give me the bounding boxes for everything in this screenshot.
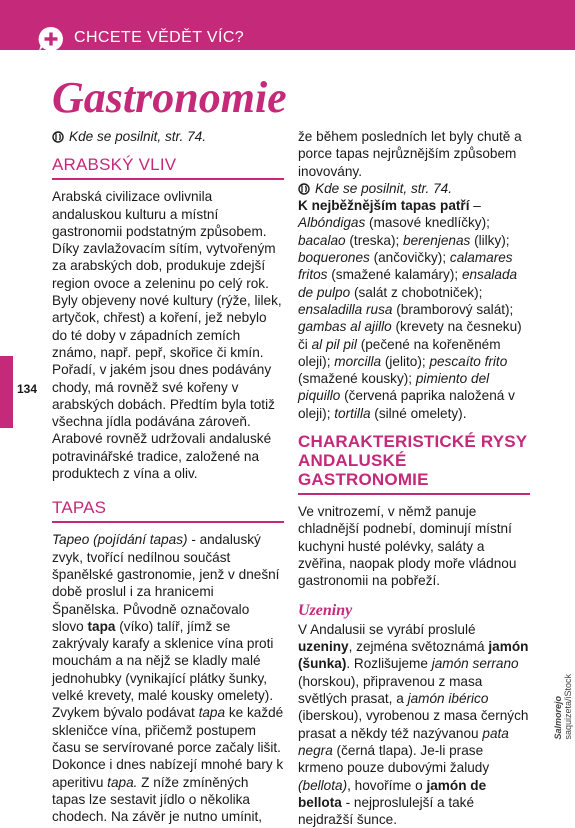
tapas-continuation: že během posledních let byly chutě a porce tapas nejrůznějším způsobem inovovány. [298, 129, 522, 179]
section-heading-characteristics: CHARAKTERISTICKÉ RYSY ANDALUSKÉ GASTRONOMIE [298, 432, 530, 495]
page-number: 134 [17, 382, 38, 396]
characteristics-body: Ve vnitrozemí, v němž panuje chladnější podnebí, dominují místní kuchyni husté polévky, saláty a zvěřina, naopak plody moře vládnou gastronomii na pobřeží. [298, 504, 517, 589]
photo-credit: Salmorejo saquizeta/iStock [553, 674, 573, 740]
banner-label: CHCETE VĚDĚT VÍC? [74, 29, 245, 46]
uzeniny-body: V Andalusii se vyrábí proslulé uzeniny, zejména světoznámá jamón (šunka). Rozlišujeme jamón serrano (horskou), připravenou z masa světlých prasat, a jamón ibérico (iberskou), vyrobenou z masa černých prasat a někdy též nazývanou pata negra (černá tlapa). Je-li prase krmeno pouze dubovými žaludy (bellota), hovoříme o jamón de bellota - nejproslulejší a také nejdražší šunce. [298, 621, 529, 828]
cross-reference [298, 180, 530, 197]
fork-plate-icon [298, 183, 310, 195]
fork-plate-icon [52, 131, 64, 143]
subsection-heading-uzeniny: Uzeniny [298, 601, 353, 619]
tapas-body: Tapeo (pojídání tapas) - andaluský zvyk, tvořící nedílnou součást španělské gastronomie, jenž v dnešní době proslul i za hranicemi Španělska. Původně označovalo slovo tapa (víko) talíř, jímž se zakrývaly karafy a sklenice vína proti mouchám a na nějž se kladly malé jednohubky (vynikající plátky šunky, velké krevety, malé kousky omelety). Zvykem bývalo podávat tapa ke každé skleničce vína, přičemž postupem času se servírované porce začaly lišit. Dokonce i dnes nabízejí mnohé bary k aperitivu tapa. Z níže zmíněných tapas lze sestavit jídlo o několika chodech. Na závěr je nutno umínit, [52, 532, 284, 825]
tapas-list: K nejběžnějším tapas patří – Albóndigas (masové knedlíčky); bacalao (treska); berenjenas (lilky); boquerones (ančovičky); calamares fritos (smažené kalamáry); ensalada de pulpo (salát z chobotniček); ensaladilla rusa (bramborový salát); gambas al ajillo (krevety na česneku) či al pil pil (pečené na kořeněném oleji); morcilla (jelito); pescaíto frito (smažené kousky); pimiento del piquillo (červená paprika naložená v oleji); tortilla (silné omelety). [298, 198, 522, 421]
cross-reference-text: Kde se posilnit, str. 74. [69, 129, 207, 144]
cross-reference-text: Kde se posilnit, str. 74. [315, 180, 453, 196]
cross-reference [52, 128, 284, 145]
arab-body: Arabská civilizace ovlivnila andaluskou kulturu a místní gastronomii podstatným způsobem. Díky zavlažovacím sítím, vytvořeným za arabských dob, produkuje zdejší region ovoce a zeleninu po celý rok. Byly objeveny nové kultury (rýže, lilek, artyčok, chřest) a koření, jež nebylo do té doby v západních zemích známo, např. pepř, skořice či kmín. Pořadí, v jakém jsou dnes podávány chody, má rovněž své kořeny v arabských dobách. Předtím byla totiž všechna jídla podávána zároveň. Arabové rovněž udržovali andaluské potravinářské tradice, založené na produktech z vína a oliv. [52, 189, 282, 482]
side-tab-marker [0, 356, 13, 428]
right-column [298, 128, 530, 828]
section-heading-arab: ARABSKÝ VLIV [52, 155, 284, 180]
info-banner [0, 0, 575, 50]
section-heading-tapas: TAPAS [52, 498, 284, 523]
plus-speech-bubble-icon [38, 26, 64, 52]
page-title: Gastronomie [52, 73, 287, 122]
left-column [52, 128, 284, 825]
